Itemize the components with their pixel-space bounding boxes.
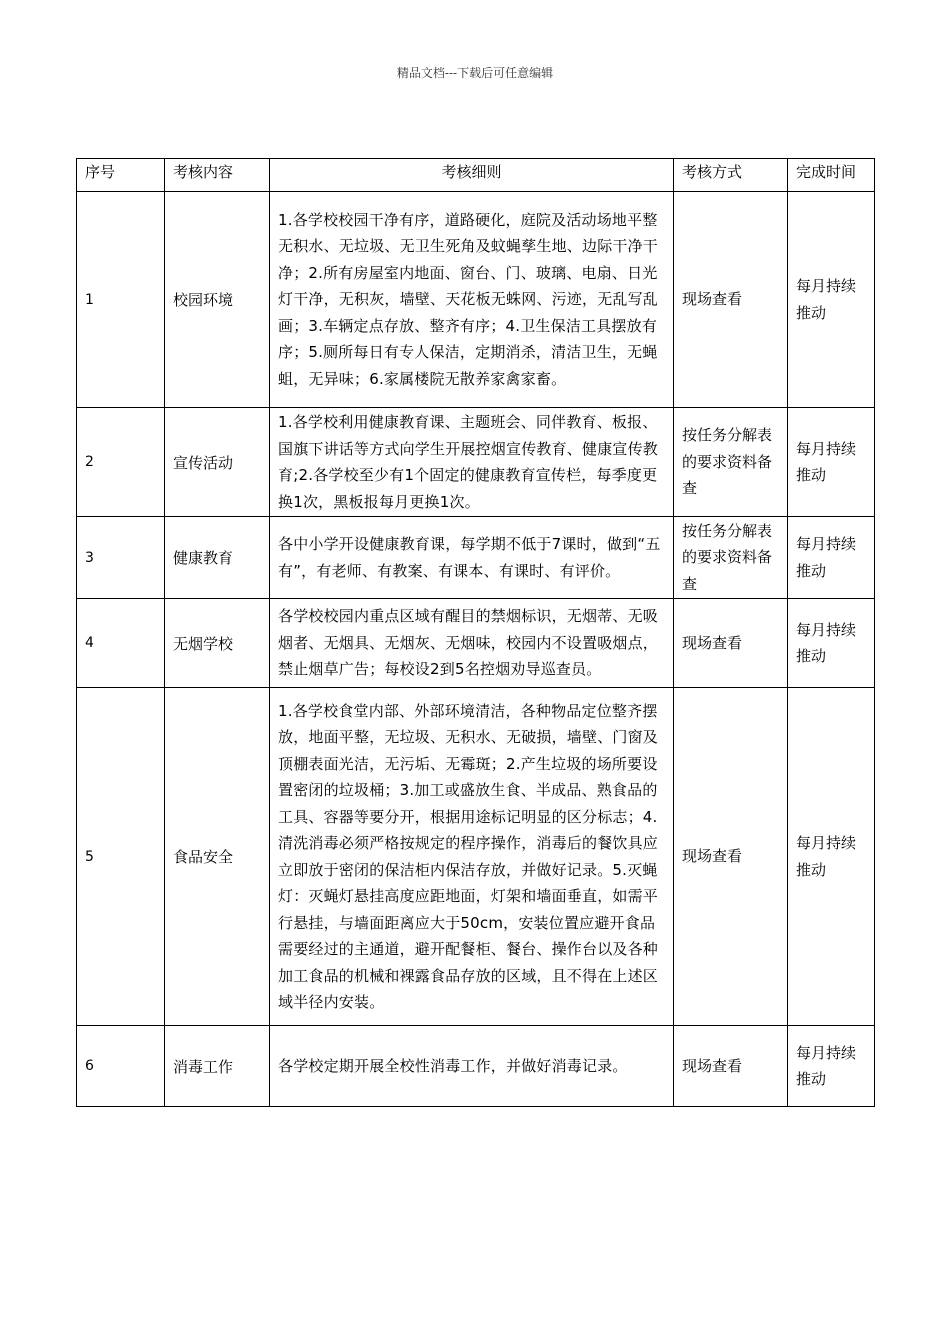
row-number: 1 bbox=[77, 192, 165, 408]
header-time: 完成时间 bbox=[788, 159, 875, 192]
row-time: 每月持续推动 bbox=[788, 1026, 875, 1107]
row-detail: 各学校定期开展全校性消毒工作，并做好消毒记录。 bbox=[270, 1026, 674, 1107]
row-number: 6 bbox=[77, 1026, 165, 1107]
row-detail: 各中小学开设健康教育课，每学期不低于7课时，做到“五有”，有老师、有教案、有课本、有课时、有评价。 bbox=[270, 517, 674, 599]
row-content: 健康教育 bbox=[165, 517, 270, 599]
row-number: 5 bbox=[77, 688, 165, 1026]
row-method: 现场查看 bbox=[674, 1026, 788, 1107]
row-detail: 各学校校园内重点区域有醒目的禁烟标识，无烟蒂、无吸烟者、无烟具、无烟灰、无烟味，校园内不设置吸烟点，禁止烟草广告；每校设2到5名控烟劝导巡查员。 bbox=[270, 599, 674, 688]
row-number: 4 bbox=[77, 599, 165, 688]
row-detail: 1.各学校校园干净有序，道路硬化，庭院及活动场地平整无积水、无垃圾、无卫生死角及蚊蝇孳生地、边际干净干净；2.所有房屋室内地面、窗台、门、玻璃、电扇、日光灯干净，无积灰，墙壁、天花板无蛛网、污迹，无乱写乱画；3.车辆定点存放、整齐有序；4.卫生保洁工具摆放有序；5.厕所每日有专人保洁，定期消杀，清洁卫生，无蝇蛆，无异味；6.家属楼院无散养家禽家畜。 bbox=[270, 192, 674, 408]
header-content: 考核内容 bbox=[165, 159, 270, 192]
row-time: 每月持续推动 bbox=[788, 517, 875, 599]
row-time: 每月持续推动 bbox=[788, 599, 875, 688]
watermark-text: 精品文档---下载后可任意编辑 bbox=[396, 66, 554, 80]
header-no: 序号 bbox=[77, 159, 165, 192]
table-row bbox=[77, 517, 875, 599]
row-method: 按任务分解表的要求资料备查 bbox=[674, 408, 788, 517]
row-content: 无烟学校 bbox=[165, 599, 270, 688]
table-row bbox=[77, 1026, 875, 1107]
row-detail: 1.各学校食堂内部、外部环境清洁，各种物品定位整齐摆放，地面平整，无垃圾、无积水、无破损，墙壁、门窗及顶棚表面光洁，无污垢、无霉斑；2.产生垃圾的场所要设置密闭的垃圾桶；3.加工或盛放生食、半成品、熟食品的工具、容器等要分开，根据用途标记明显的区分标志；4.清洗消毒必须严格按规定的程序操作，消毒后的餐饮具应立即放于密闭的保洁柜内保洁存放，并做好记录。5.灭蝇灯：灭蝇灯悬挂高度应距地面，灯架和墙面垂直，如需平行悬挂，与墙面距离应大于50cm，安装位置应避开食品需要经过的主通道，避开配餐柜、餐台、操作台以及各种加工食品的机械和裸露食品存放的区域，且不得在上述区域半径内安装。 bbox=[270, 688, 674, 1026]
table-header-row bbox=[77, 159, 875, 192]
row-detail: 1.各学校利用健康教育课、主题班会、同伴教育、板报、国旗下讲话等方式向学生开展控烟宣传教育、健康宣传教育;2.各学校至少有1个固定的健康教育宣传栏，每季度更换1次，黑板报每月更换1次。 bbox=[270, 408, 674, 517]
header-detail: 考核细则 bbox=[270, 159, 674, 192]
row-content: 消毒工作 bbox=[165, 1026, 270, 1107]
table-row bbox=[77, 408, 875, 517]
row-time: 每月持续推动 bbox=[788, 688, 875, 1026]
row-method: 现场查看 bbox=[674, 688, 788, 1026]
table-row bbox=[77, 688, 875, 1026]
row-time: 每月持续推动 bbox=[788, 192, 875, 408]
row-method: 现场查看 bbox=[674, 599, 788, 688]
row-method: 按任务分解表的要求资料备查 bbox=[674, 517, 788, 599]
row-time: 每月持续推动 bbox=[788, 408, 875, 517]
row-content: 食品安全 bbox=[165, 688, 270, 1026]
row-number: 3 bbox=[77, 517, 165, 599]
assessment-table bbox=[76, 158, 875, 1107]
row-method: 现场查看 bbox=[674, 192, 788, 408]
header-method: 考核方式 bbox=[674, 159, 788, 192]
row-number: 2 bbox=[77, 408, 165, 517]
row-content: 校园环境 bbox=[165, 192, 270, 408]
table-row bbox=[77, 599, 875, 688]
row-content: 宣传活动 bbox=[165, 408, 270, 517]
table-row bbox=[77, 192, 875, 408]
